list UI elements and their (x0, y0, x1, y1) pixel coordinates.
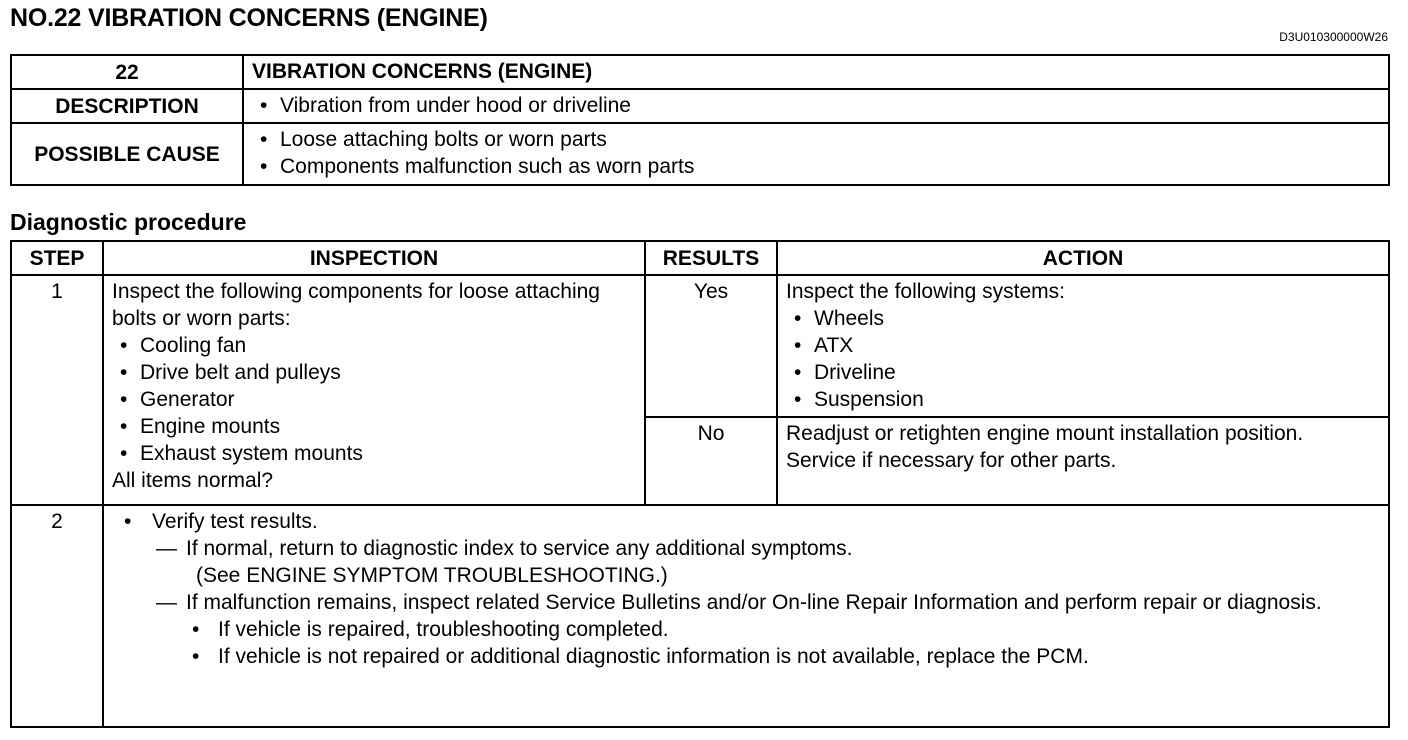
step2-row (11, 505, 1389, 727)
summary-header-row (11, 55, 1389, 89)
step2-content (103, 505, 1389, 727)
step2-sub-list (112, 616, 1380, 670)
step2-bullet: • Verify test results. (112, 508, 1380, 535)
description-label: DESCRIPTION (11, 89, 243, 123)
component-item: • Generator (112, 386, 636, 413)
action-column-header: ACTION (777, 241, 1389, 275)
component-item: • Engine mounts (112, 413, 636, 440)
sub-bullet-item: • If vehicle is repaired, troubleshooting completed. (112, 616, 1380, 643)
description-item: • Vibration from under hood or driveline (252, 92, 1380, 119)
component-item: • Cooling fan (112, 332, 636, 359)
system-item: • Suspension (786, 386, 1380, 413)
cause-cell (243, 123, 1389, 185)
description-row (11, 89, 1389, 123)
dash-mark: — (156, 537, 177, 560)
step2-dash-1 (112, 535, 1380, 562)
step1-inspection (103, 275, 645, 505)
cause-item: • Loose attaching bolts or worn parts (252, 126, 1380, 153)
concern-name: VIBRATION CONCERNS (ENGINE) (243, 55, 1389, 89)
page-title: NO.22 VIBRATION CONCERNS (ENGINE) (10, 4, 488, 32)
section-heading: Diagnostic procedure (10, 209, 247, 235)
dash-text: If normal, return to diagnostic index to service any additional symptoms. (186, 537, 853, 560)
step1-yes-action (777, 275, 1389, 417)
description-list (252, 92, 1380, 119)
sub-bullet-item: • If vehicle is not repaired or additional diagnostic information is not available, replace the PCM. (112, 643, 1380, 670)
step1-intro: Inspect the following components for loose attaching bolts or worn parts: (112, 280, 600, 330)
component-item: • Exhaust system mounts (112, 440, 636, 467)
inspection-column-header: INSPECTION (103, 241, 645, 275)
cause-list (252, 126, 1380, 180)
procedure-header-row (11, 241, 1389, 275)
cause-label: POSSIBLE CAUSE (11, 123, 243, 185)
step1-question: All items normal? (112, 469, 274, 492)
document-code: D3U010300000W26 (1279, 30, 1388, 44)
step-column-header: STEP (11, 241, 103, 275)
step2-number: 2 (11, 505, 103, 727)
component-item: • Drive belt and pulleys (112, 359, 636, 386)
step1-components (112, 332, 636, 467)
system-item: • Wheels (786, 305, 1380, 332)
yes-action-intro: Inspect the following systems: (786, 280, 1065, 303)
cause-item: • Components malfunction such as worn parts (252, 153, 1380, 180)
step2-reference: (See ENGINE SYMPTOM TROUBLESHOOTING.) (196, 564, 668, 587)
description-cell (243, 89, 1389, 123)
step1-yes-row (11, 275, 1389, 417)
step2-list (112, 508, 1380, 535)
concern-number: 22 (11, 55, 243, 89)
procedure-table (10, 240, 1390, 728)
system-item: • ATX (786, 332, 1380, 359)
no-action-text: Readjust or retighten engine mount installation position. (786, 422, 1304, 445)
step2-dash-2 (112, 589, 1380, 616)
system-item: • Driveline (786, 359, 1380, 386)
dash-mark: — (156, 591, 177, 614)
step1-no-result: No (645, 417, 777, 505)
cause-row (11, 123, 1389, 185)
summary-table (10, 54, 1390, 186)
no-action-text-2: Service if necessary for other parts. (786, 449, 1117, 472)
step1-yes-result: Yes (645, 275, 777, 417)
dash-text: If malfunction remains, inspect related Service Bulletins and/or On-line Repair Information and perform repair or diagnosis. (186, 591, 1322, 614)
yes-action-list (786, 305, 1380, 413)
step1-no-action (777, 417, 1389, 505)
step1-number: 1 (11, 275, 103, 505)
results-column-header: RESULTS (645, 241, 777, 275)
